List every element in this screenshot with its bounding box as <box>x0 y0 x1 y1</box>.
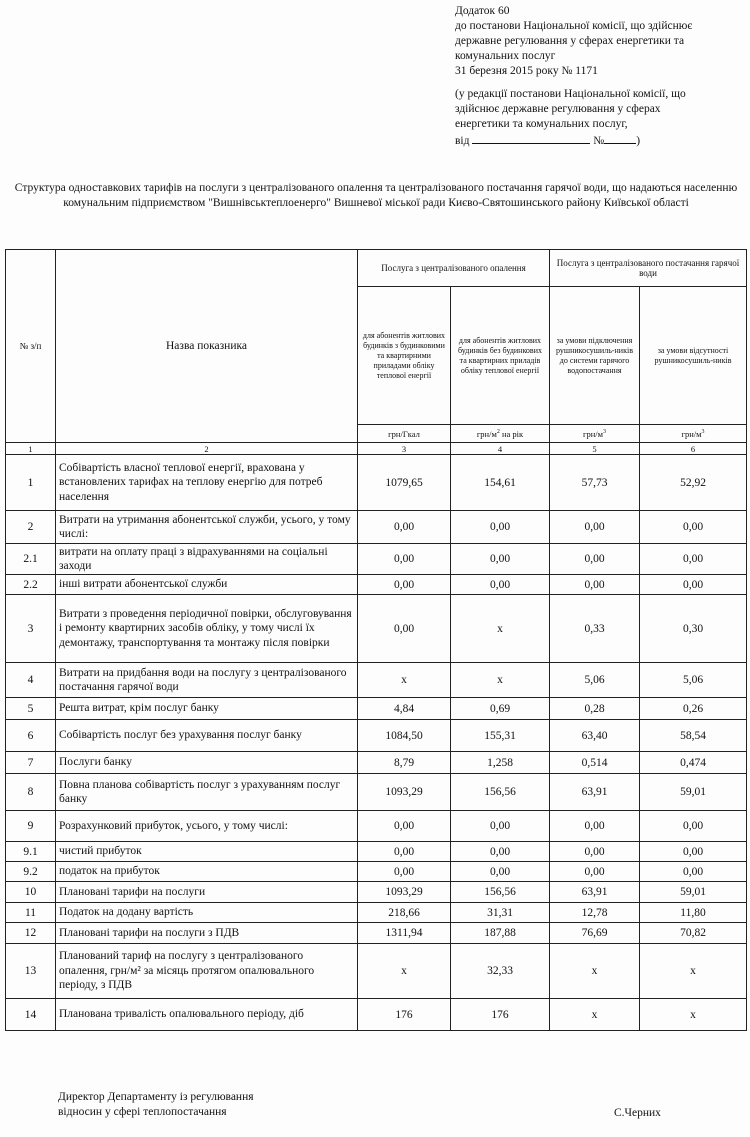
value-col6: 0,00 <box>640 575 747 595</box>
value-col4: 155,31 <box>451 720 550 752</box>
value-col4: х <box>451 663 550 698</box>
row-name: Плановані тарифи на послуги з ПДВ <box>56 923 358 944</box>
row-number: 2.1 <box>6 544 56 575</box>
value-col6: 59,01 <box>640 774 747 811</box>
value-col6: 11,80 <box>640 903 747 923</box>
value-col6: 0,00 <box>640 511 747 544</box>
value-col5: 0,514 <box>550 752 640 774</box>
signature-position <box>58 1090 254 1120</box>
row-number: 8 <box>6 774 56 811</box>
table-row <box>6 720 747 752</box>
number-blank <box>604 132 636 144</box>
value-col5: 0,00 <box>550 544 640 575</box>
value-col6: х <box>640 999 747 1031</box>
row-number: 2.2 <box>6 575 56 595</box>
table-row <box>6 544 747 575</box>
row-name: витрати на оплату праці з відрахуваннями на соціальні заходи <box>56 544 358 575</box>
value-col3: х <box>358 944 451 999</box>
header-hot-water: Послуга з централізованого постачання гарячої води <box>550 250 747 287</box>
value-col5: 63,91 <box>550 774 640 811</box>
row-number: 11 <box>6 903 56 923</box>
value-col3: 1093,29 <box>358 882 451 903</box>
appendix-line: (у редакції постанови Національної комісії, що <box>455 88 686 100</box>
value-col5: 0,28 <box>550 698 640 720</box>
table-row <box>6 752 747 774</box>
unit-col4: грн/$м^2$ на рік <box>451 425 550 443</box>
value-col5: 0,00 <box>550 811 640 842</box>
value-col5: х <box>550 944 640 999</box>
table-row <box>6 842 747 862</box>
value-col5: 0,00 <box>550 575 640 595</box>
value-col4: 0,00 <box>451 575 550 595</box>
col-number: 2 <box>56 443 358 455</box>
value-col5: 57,73 <box>550 455 640 511</box>
value-col4: 0,00 <box>451 511 550 544</box>
value-col5: 63,40 <box>550 720 640 752</box>
value-col6: 0,00 <box>640 842 747 862</box>
value-col6: 0,474 <box>640 752 747 774</box>
value-col3: х <box>358 663 451 698</box>
value-col6: 0,00 <box>640 544 747 575</box>
value-col3: 1093,29 <box>358 774 451 811</box>
value-col3: 8,79 <box>358 752 451 774</box>
row-number: 10 <box>6 882 56 903</box>
row-number: 9 <box>6 811 56 842</box>
value-col5: 0,00 <box>550 862 640 882</box>
tariff-table <box>5 249 747 1031</box>
row-name: Податок на додану вартість <box>56 903 358 923</box>
value-col4: 154,61 <box>451 455 550 511</box>
value-col6: 0,30 <box>640 595 747 663</box>
value-col3: 1311,94 <box>358 923 451 944</box>
value-col4: 0,00 <box>451 862 550 882</box>
row-number: 9.2 <box>6 862 56 882</box>
header-col3: для абонентів житлових будинків з будинковими та квартирними приладами обліку теплової енергії <box>358 287 451 425</box>
value-col4: 0,00 <box>451 811 550 842</box>
value-col5: 0,00 <box>550 511 640 544</box>
header-heating: Послуга з централізованого опалення <box>358 250 550 287</box>
row-name: Витрати на утримання абонентської служби, усього, у тому числі: <box>56 511 358 544</box>
value-col6: 58,54 <box>640 720 747 752</box>
value-col3: 176 <box>358 999 451 1031</box>
unit-col6: грн/$м^3$ <box>640 425 747 443</box>
value-col5: 5,06 <box>550 663 640 698</box>
table-row <box>6 774 747 811</box>
unit-col5: грн/$м^3$ <box>550 425 640 443</box>
col-number: 6 <box>640 443 747 455</box>
header-row <box>6 250 747 287</box>
appendix-line: державне регулювання у сферах енергетики та <box>455 35 685 47</box>
row-name: інші витрати абонентської служби <box>56 575 358 595</box>
table-row <box>6 999 747 1031</box>
row-number: 2 <box>6 511 56 544</box>
value-col3: 0,00 <box>358 544 451 575</box>
row-number: 5 <box>6 698 56 720</box>
value-col6: 5,06 <box>640 663 747 698</box>
value-col3: 4,84 <box>358 698 451 720</box>
row-number: 14 <box>6 999 56 1031</box>
date-prefix: від <box>455 135 470 147</box>
appendix-line: 31 березня 2015 року № 1171 <box>455 65 598 77</box>
table-body <box>6 455 747 1031</box>
date-blank <box>472 132 590 144</box>
column-numbers-row <box>6 443 747 455</box>
value-col5: 0,00 <box>550 842 640 862</box>
table-row <box>6 882 747 903</box>
row-number: 1 <box>6 455 56 511</box>
row-name: податок на прибуток <box>56 862 358 882</box>
col-number: 1 <box>6 443 56 455</box>
row-name: Собівартість власної теплової енергії, врахована у встановлених тарифах на теплову енергію для потреб населення <box>56 455 358 511</box>
value-col6: 59,01 <box>640 882 747 903</box>
appendix-line: до постанови Національної комісії, що здійснює <box>455 20 693 32</box>
value-col3: 0,00 <box>358 511 451 544</box>
table-row <box>6 698 747 720</box>
row-name: Витрати з проведення періодичної повірки, обслуговування і ремонту квартирних засобів обліку, у тому числі їх демонтажу, транспортування та монтажу після повірки <box>56 595 358 663</box>
row-name: чистий прибуток <box>56 842 358 862</box>
row-number: 12 <box>6 923 56 944</box>
table-row <box>6 862 747 882</box>
position-line: Директор Департаменту із регулювання <box>58 1091 254 1103</box>
value-col4: 31,31 <box>451 903 550 923</box>
row-name: Собівартість послуг без урахування послуг банку <box>56 720 358 752</box>
value-col3: 0,00 <box>358 842 451 862</box>
value-col4: 0,00 <box>451 842 550 862</box>
row-number: 3 <box>6 595 56 663</box>
value-col3: 0,00 <box>358 811 451 842</box>
value-col5: 76,69 <box>550 923 640 944</box>
row-number: 9.1 <box>6 842 56 862</box>
value-col4: 1,258 <box>451 752 550 774</box>
header-num: № з/п <box>6 250 56 443</box>
value-col6: 0,00 <box>640 811 747 842</box>
value-col3: 1079,65 <box>358 455 451 511</box>
header-col4: для абонентів житлових будинків без будинкових та квартирних приладів обліку теплової енергії <box>451 287 550 425</box>
table-row <box>6 663 747 698</box>
value-col6: 52,92 <box>640 455 747 511</box>
table-row <box>6 595 747 663</box>
row-number: 13 <box>6 944 56 999</box>
row-name: Плановані тарифи на послуги <box>56 882 358 903</box>
row-name: Послуги банку <box>56 752 358 774</box>
appendix-line: здійснює державне регулювання у сферах <box>455 103 661 115</box>
table-row <box>6 811 747 842</box>
closing-paren: ) <box>636 135 641 147</box>
col-number: 5 <box>550 443 640 455</box>
row-number: 4 <box>6 663 56 698</box>
value-col4: 156,56 <box>451 882 550 903</box>
value-col4: 0,69 <box>451 698 550 720</box>
value-col4: 32,33 <box>451 944 550 999</box>
unit-col3: грн/Гкал <box>358 425 451 443</box>
value-col3: 218,66 <box>358 903 451 923</box>
col-number: 3 <box>358 443 451 455</box>
value-col6: 0,00 <box>640 862 747 882</box>
table-row <box>6 511 747 544</box>
value-col4: 187,88 <box>451 923 550 944</box>
header-col5: за умови підключення рушникосушиль-ників до системи гарячого водопостачання <box>550 287 640 425</box>
value-col4: 156,56 <box>451 774 550 811</box>
appendix-line: комунальних послуг <box>455 50 556 62</box>
header-col6: за умови відсутності рушникосушиль-ників <box>640 287 747 425</box>
value-col5: 12,78 <box>550 903 640 923</box>
row-name: Розрахунковий прибуток, усього, у тому числі: <box>56 811 358 842</box>
value-col6: 0,26 <box>640 698 747 720</box>
value-col5: 63,91 <box>550 882 640 903</box>
table-row <box>6 455 747 511</box>
value-col3: 0,00 <box>358 595 451 663</box>
row-number: 7 <box>6 752 56 774</box>
row-name: Повна планова собівартість послуг з урахуванням послуг банку <box>56 774 358 811</box>
value-col5: 0,33 <box>550 595 640 663</box>
appendix-block <box>455 4 745 149</box>
value-col4: 0,00 <box>451 544 550 575</box>
table-row <box>6 575 747 595</box>
appendix-date-line <box>455 132 745 149</box>
row-name: Решта витрат, крім послуг банку <box>56 698 358 720</box>
value-col4: 176 <box>451 999 550 1031</box>
position-line: відносин у сфері теплопостачання <box>58 1106 227 1118</box>
value-col4: х <box>451 595 550 663</box>
signatory-name: С.Черних <box>614 1107 661 1119</box>
header-name: Назва показника <box>56 250 358 443</box>
value-col6: 70,82 <box>640 923 747 944</box>
row-name: Витрати на придбання води на послугу з централізованого постачання гарячої води <box>56 663 358 698</box>
value-col3: 0,00 <box>358 862 451 882</box>
appendix-line: енергетики та комунальних послуг, <box>455 118 628 130</box>
appendix-line: Додаток 60 <box>455 5 510 17</box>
number-prefix: № <box>593 135 605 147</box>
col-number: 4 <box>451 443 550 455</box>
table-row <box>6 923 747 944</box>
table-row <box>6 944 747 999</box>
row-name: Планована тривалість опалювального періоду, діб <box>56 999 358 1031</box>
value-col5: х <box>550 999 640 1031</box>
value-col3: 0,00 <box>358 575 451 595</box>
row-name: Планований тариф на послугу з централізованого опалення, грн/м² за місяць протягом опалювального періоду, з ПДВ <box>56 944 358 999</box>
value-col3: 1084,50 <box>358 720 451 752</box>
value-col6: х <box>640 944 747 999</box>
table-row <box>6 903 747 923</box>
row-number: 6 <box>6 720 56 752</box>
document-title: Структура одноставкових тарифів на послуги з централізованого опалення та централізованого постачання гарячої води, що надаються населенню комунальним підприємством "Вишнівськтеплоенерго" Вишневої міської ради Києво-Святошинського району Київської області <box>14 182 738 209</box>
